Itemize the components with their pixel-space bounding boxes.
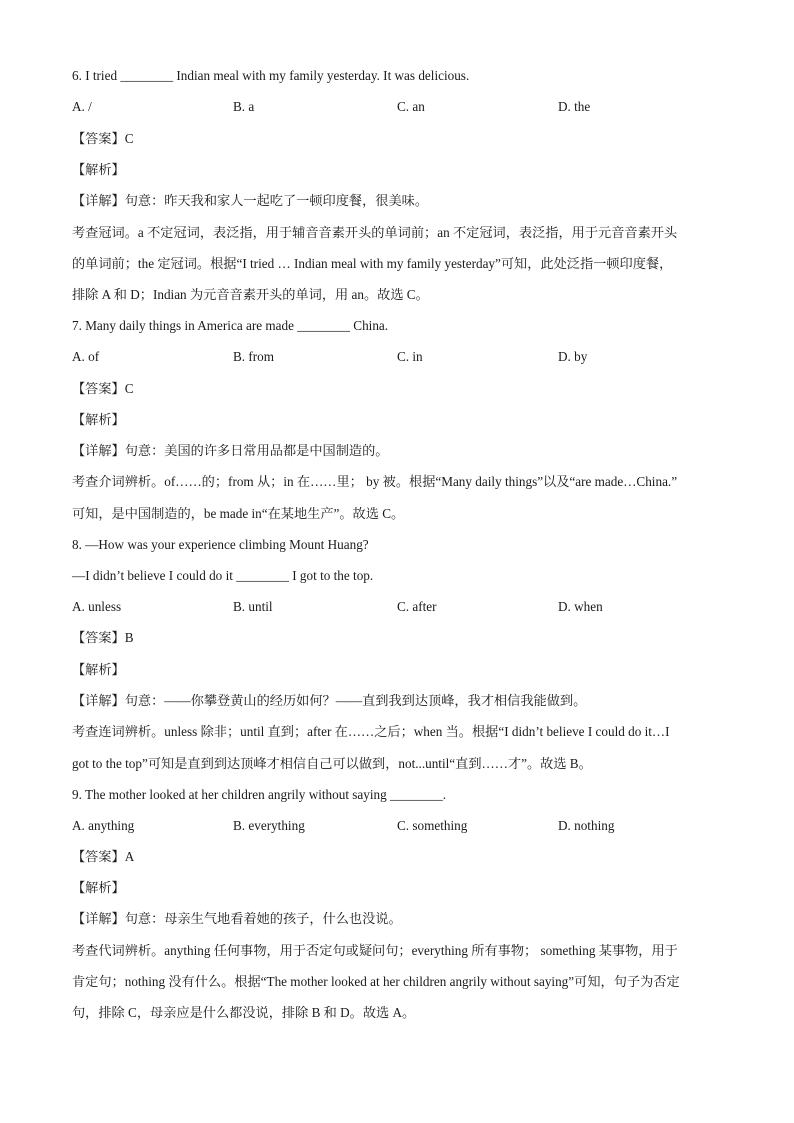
option-a: A. anything [72, 818, 135, 833]
option-d: D. the [558, 99, 591, 114]
question-6-answer: 【答案】C [72, 131, 134, 146]
question-9-detail-2: 考查代词辨析。anything 任何事物，用于否定句或疑问句；everything 所有事物； something 某事物，用于 [72, 943, 678, 958]
question-9-answer: 【答案】A [72, 849, 135, 864]
option-d: D. by [558, 349, 588, 364]
question-7-analysis: 【解析】 [72, 412, 125, 427]
question-9-stem: 9. The mother looked at her children angrily without saying ________. [72, 787, 447, 802]
question-8-answer: 【答案】B [72, 630, 134, 645]
option-c: C. in [397, 349, 423, 364]
question-7-detail-3: 可知，是中国制造的，be made in“在某地生产”。故选 C。 [72, 506, 405, 521]
question-7-detail-2: 考查介词辨析。of……的；from 从；in 在……里； by 被。根据“Many daily things”以及“are made…China.” [72, 474, 678, 489]
option-a: A. unless [72, 599, 122, 614]
question-9-detail-3: 肯定句；nothing 没有什么。根据“The mother looked at her children angrily without saying”可知，句子为否定 [72, 974, 680, 989]
question-6-analysis: 【解析】 [72, 162, 125, 177]
question-8-detail-1: 【详解】句意：——你攀登黄山的经历如何？——直到我到达顶峰，我才相信我能做到。 [72, 693, 587, 708]
question-6-detail-4: 排除 A 和 D；Indian 为元音音素开头的单词，用 an。故选 C。 [72, 287, 429, 302]
question-8-detail-3: got to the top”可知是直到到达顶峰才相信自己可以做到，not...until“直到……才”。故选 B。 [72, 756, 592, 771]
question-7-stem: 7. Many daily things in America are made ________ China. [72, 318, 389, 333]
question-8-analysis: 【解析】 [72, 662, 125, 677]
question-8-detail-2: 考查连词辨析。unless 除非；until 直到；after 在……之后；when 当。根据“I didn’t believe I could do it…I [72, 724, 670, 739]
option-a: A. / [72, 99, 92, 114]
option-c: C. after [397, 599, 437, 614]
question-8-stem: 8. —How was your experience climbing Mount Huang? [72, 537, 369, 552]
question-8-stem-reply: —I didn’t believe I could do it ________ I got to the top. [72, 568, 374, 583]
option-a: A. of [72, 349, 100, 364]
question-7-answer: 【答案】C [72, 381, 134, 396]
question-9-detail-1: 【详解】句意：母亲生气地看着她的孩子，什么也没说。 [72, 911, 402, 926]
question-6-stem: 6. I tried ________ Indian meal with my family yesterday. It was delicious. [72, 68, 470, 83]
question-6-detail-2: 考查冠词。a 不定冠词，表泛指，用于辅音音素开头的单词前；an 不定冠词，表泛指，用于元音音素开头 [72, 225, 678, 240]
option-b: B. until [233, 599, 273, 614]
question-9-analysis: 【解析】 [72, 880, 125, 895]
question-9-detail-4: 句，排除 C，母亲应是什么都没说，排除 B 和 D。故选 A。 [72, 1005, 416, 1020]
question-7-detail-1: 【详解】句意：美国的许多日常用品都是中国制造的。 [72, 443, 389, 458]
option-c: C. something [397, 818, 468, 833]
question-6-detail-3: 的单词前；the 定冠词。根据“I tried … Indian meal with my family yesterday”可知，此处泛指一顿印度餐， [72, 256, 673, 271]
question-6-detail-1: 【详解】句意：昨天我和家人一起吃了一顿印度餐，很美味。 [72, 193, 429, 208]
option-d: D. nothing [558, 818, 615, 833]
option-b: B. everything [233, 818, 305, 833]
option-b: B. from [233, 349, 275, 364]
option-c: C. an [397, 99, 425, 114]
option-d: D. when [558, 599, 603, 614]
option-b: B. a [233, 99, 255, 114]
